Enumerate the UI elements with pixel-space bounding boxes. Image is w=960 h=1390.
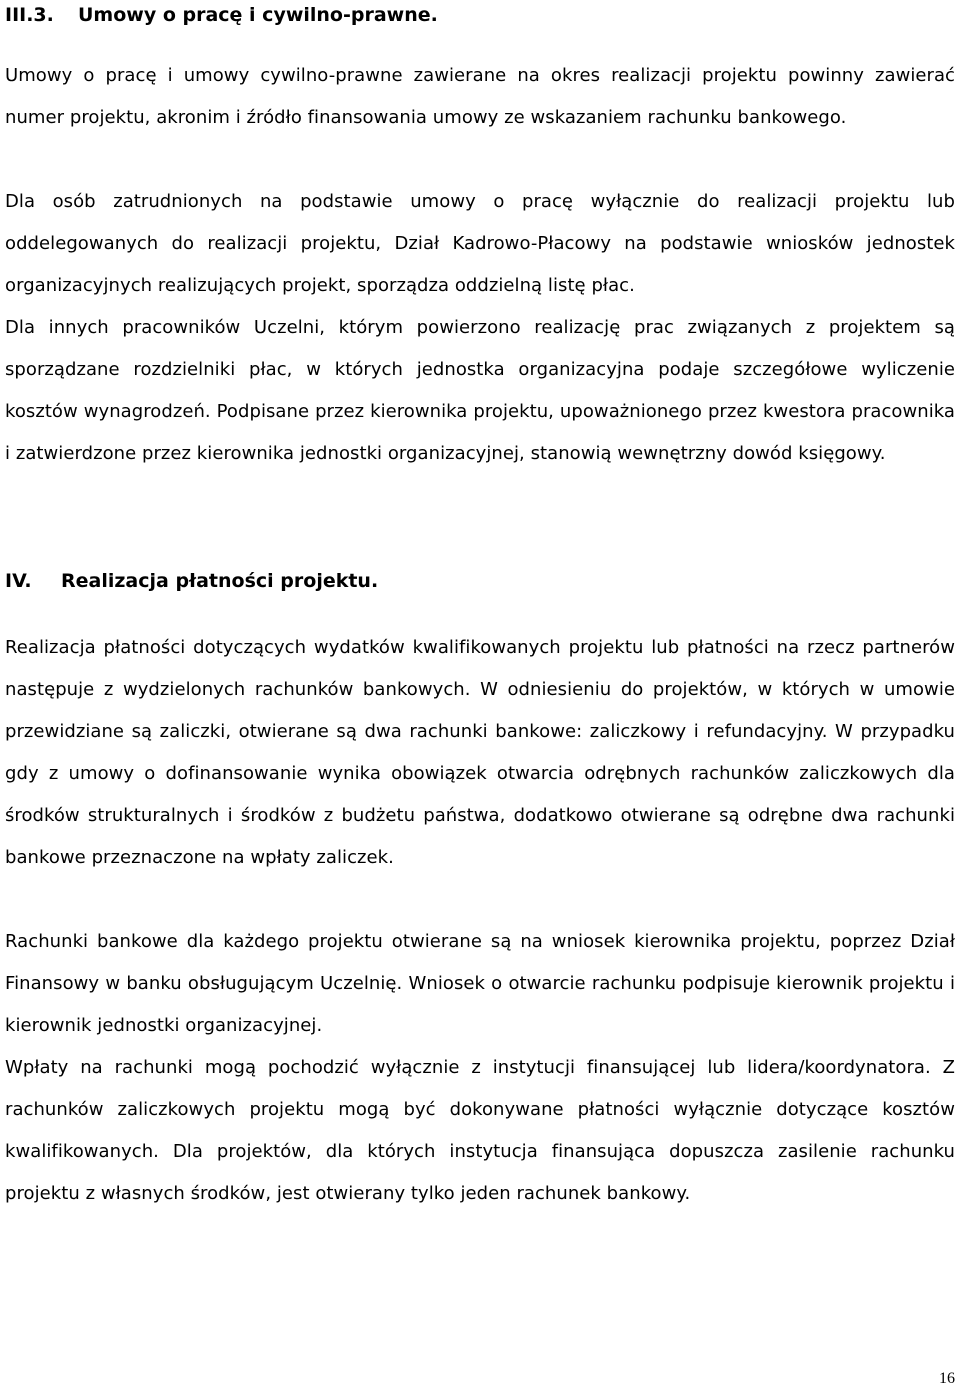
paragraph: Realizacja płatności dotyczących wydatków kwalifikowanych projektu lub płatności na rzecz partnerów następuje z wydzielonych rachunków bankowych. W odniesieniu do projektów, w których w umowie przewidziane są zaliczki, otwierane są dwa rachunki bankowe: zaliczkowy i refundacyjny. W przypadku gdy z umowy o dofinansowanie wynika obowiązek otwarcia odrębnych rachunków zaliczkowych dla środków strukturalnych i środków z budżetu państwa, dodatkowo otwierane są odrębne dwa rachunki bankowe przeznaczone na wpłaty zaliczek. — [5, 637, 955, 868]
section-number: IV. — [5, 570, 32, 592]
paragraph: Dla osób zatrudnionych na podstawie umowy o pracę wyłącznie do realizacji projektu lub oddelegowanych do realizacji projektu, Dział Kadrowo-Płacowy na podstawie wniosków jednostek organizacyjnych realizujących projekt, sporządza oddzielną listę płac. — [5, 191, 955, 296]
section-heading-iv — [5, 566, 378, 596]
section-number: III.3. — [5, 4, 54, 26]
paragraph: Dla innych pracowników Uczelni, którym powierzono realizację prac związanych z projektem są sporządzane rozdzielniki płac, w których jednostka organizacyjna podaje szczegółowe wyliczenie kosztów wynagrodzeń. Podpisane przez kierownika projektu, upoważnionego przez kwestora pracownika i zatwierdzone przez kierownika jednostki organizacyjnej, stanowią wewnętrzny dowód księgowy. — [5, 317, 955, 464]
paragraph: Umowy o pracę i umowy cywilno-prawne zawierane na okres realizacji projektu powinny zawierać numer projektu, akronim i źródło finansowania umowy ze wskazaniem rachunku bankowego. — [5, 65, 955, 128]
paragraph: Wpłaty na rachunki mogą pochodzić wyłącznie z instytucji finansującej lub lidera/koordynatora. Z rachunków zaliczkowych projektu mogą być dokonywane płatności wyłącznie dotyczące kosztów kwalifikowanych. Dla projektów, dla których instytucja finansująca dopuszcza zasilenie rachunku projektu z własnych środków, jest otwierany tylko jeden rachunek bankowy. — [5, 1057, 955, 1204]
section-heading-iii-3 — [5, 0, 438, 30]
section-title: Umowy o pracę i cywilno-prawne. — [78, 4, 438, 26]
section-title: Realizacja płatności projektu. — [61, 570, 379, 592]
paragraph: Rachunki bankowe dla każdego projektu otwierane są na wniosek kierownika projektu, poprzez Dział Finansowy w banku obsługującym Uczelnię. Wniosek o otwarcie rachunku podpisuje kierownik projektu i kierownik jednostki organizacyjnej. — [5, 931, 955, 1036]
page-number: 16 — [939, 1370, 955, 1387]
